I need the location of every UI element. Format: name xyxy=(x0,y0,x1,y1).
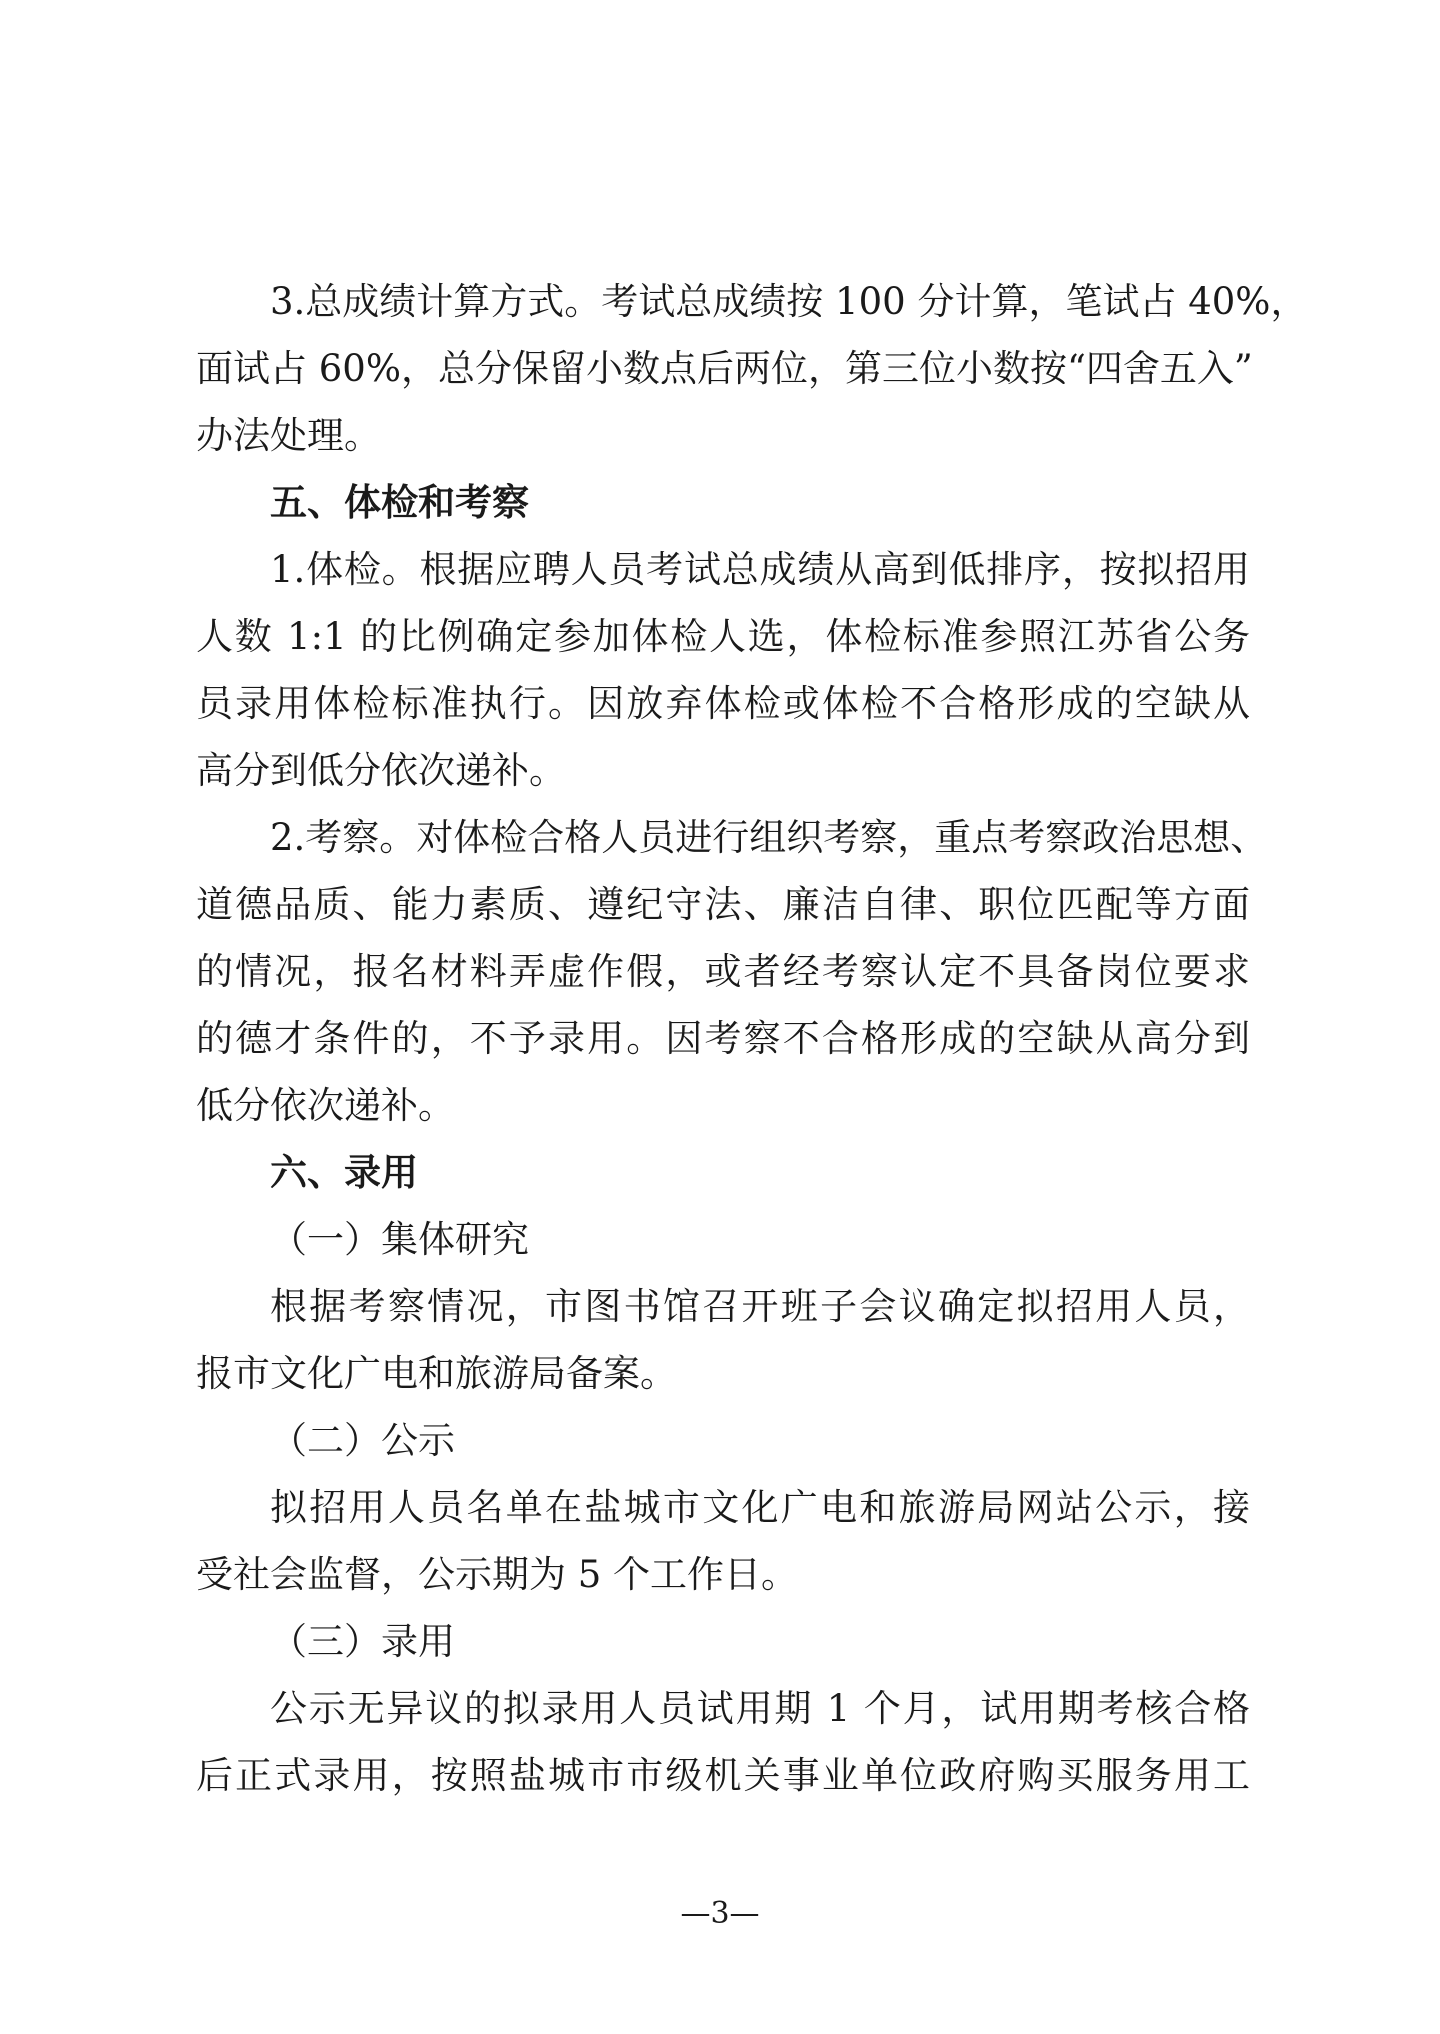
subsection-heading: （一）集体研究 xyxy=(270,1218,529,1261)
section-heading: 六、录用 xyxy=(270,1151,418,1194)
body-line: 的情况，报名材料弄虚作假，或者经考察认定不具备岗位要求 xyxy=(196,950,1250,993)
body-line: 1.体检。根据应聘人员考试总成绩从高到低排序，按拟招用 xyxy=(270,548,1250,591)
body-line: 3.总成绩计算方式。考试总成绩按 100 分计算，笔试占 40%， xyxy=(270,280,1308,323)
subsection-heading: （二）公示 xyxy=(270,1419,455,1462)
body-line: 低分依次递补。 xyxy=(196,1084,455,1127)
body-line: 拟招用人员名单在盐城市文化广电和旅游局网站公示，接 xyxy=(270,1486,1250,1529)
section-heading: 五、体检和考察 xyxy=(270,481,529,524)
body-line: 员录用体检标准执行。因放弃体检或体检不合格形成的空缺从 xyxy=(196,682,1250,725)
body-line: 道德品质、能力素质、遵纪守法、廉洁自律、职位匹配等方面 xyxy=(196,883,1250,926)
body-line: 2.考察。对体检合格人员进行组织考察，重点考察政治思想、 xyxy=(270,816,1268,859)
document-body xyxy=(196,268,1308,1809)
body-line: 后正式录用，按照盐城市市级机关事业单位政府购买服务用工 xyxy=(196,1754,1250,1797)
body-line: 办法处理。 xyxy=(196,414,381,457)
body-line: 公示无异议的拟录用人员试用期 1 个月，试用期考核合格 xyxy=(270,1687,1250,1730)
body-line: 根据考察情况，市图书馆召开班子会议确定拟招用人员， xyxy=(270,1285,1250,1328)
body-line: 人数 1:1 的比例确定参加体检人选，体检标准参照江苏省公务 xyxy=(196,615,1250,658)
subsection-heading: （三）录用 xyxy=(270,1620,455,1663)
body-line: 受社会监督，公示期为 5 个工作日。 xyxy=(196,1553,799,1596)
body-line: 报市文化广电和旅游局备案。 xyxy=(196,1352,677,1395)
body-line: 高分到低分依次递补。 xyxy=(196,749,566,792)
body-line: 的德才条件的，不予录用。因考察不合格形成的空缺从高分到 xyxy=(196,1017,1250,1060)
page-number: —3— xyxy=(680,1896,760,1931)
body-line: 面试占 60%，总分保留小数点后两位，第三位小数按“四舍五入” xyxy=(196,347,1253,390)
